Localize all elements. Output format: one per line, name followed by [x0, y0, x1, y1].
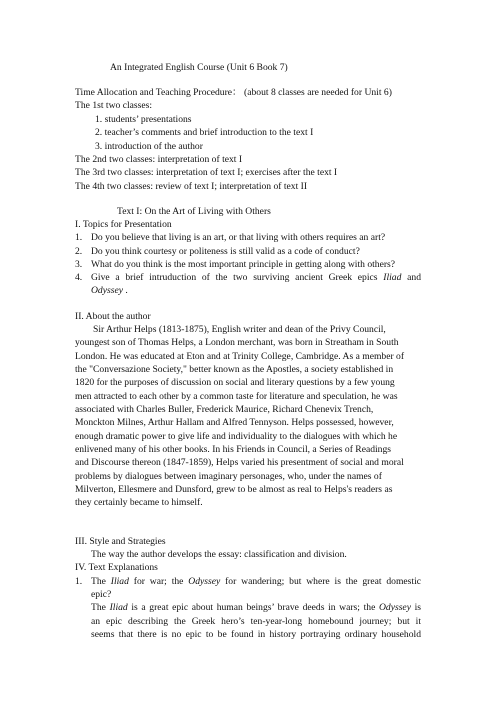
author-line: 1820 for the purposes of discussion on social and literary questions by a few young	[75, 377, 395, 388]
topic-number: 1.	[75, 232, 83, 243]
style-text: The way the author develops the essay: classification and division.	[91, 549, 347, 560]
author-line: enlivened many of his other books. In his Friends in Council, a Series of Readings	[75, 444, 392, 455]
author-line: Milverton, Ellesmere and Dunsford, grew to be almost as real to Helps's readers as	[75, 484, 393, 495]
explanation-question: The Iliad for war; the Odyssey for wandering; but where is the great domestic	[91, 576, 422, 587]
author-line: men attracted to each other by a common taste for literature and speculation, he was	[75, 391, 398, 402]
third-two-classes: The 3rd two classes: interpretation of text I; exercises after the text I	[75, 167, 338, 178]
procedure-item: 1. students’ presentations	[95, 114, 192, 125]
explanations-heading: IV. Text Explanations	[75, 562, 158, 573]
author-line: London. He was educated at Eton and at Trinity College, Cambridge. As a member of	[75, 351, 405, 362]
topic-text: Give a brief intruduction of the two surviving ancient Greek epics Iliad and	[91, 272, 422, 283]
explanation-number: 1.	[75, 576, 83, 587]
explanation-question-continued: epic?	[91, 589, 112, 600]
procedure-item: 2. teacher’s comments and brief introduction to the text I	[95, 127, 314, 138]
topics-heading: I. Topics for Presentation	[75, 219, 172, 230]
first-two-classes: The 1st two classes:	[75, 100, 153, 111]
author-line: youngest son of Thomas Helps, a London merchant, was born in Streatham in South	[75, 337, 399, 348]
topic-text: What do you think is the most important principle in getting along with others?	[91, 259, 396, 270]
fourth-two-classes: The 4th two classes: review of text I; interpretation of text II	[75, 181, 308, 192]
topic-text: Do you believe that living is an art, or that living with others requires an art?	[91, 232, 386, 243]
procedure-item: 3. introduction of the author	[95, 141, 203, 152]
topic-text: Do you think courtesy or politeness is still valid as a code of conduct?	[91, 246, 360, 257]
explanation-paragraph-line: seems that there is no epic to be found in history portraying ordinary household	[91, 629, 421, 640]
author-line: associated with Charles Buller, Frederick Maurice, Richard Chenevix Trench,	[75, 404, 374, 415]
author-line: problems by dialogues between imaginary personages, who, under the names of	[75, 471, 382, 482]
procedure-heading: Time Allocation and Teaching Procedure： (about 8 classes are needed for Unit 6)	[75, 87, 392, 98]
document-title: An Integrated English Course (Unit 6 Book 7)	[110, 62, 288, 73]
topic-text-continued: Odyssey .	[91, 285, 128, 296]
author-line: Sir Arthur Helps (1813-1875), English writer and dean of the Privy Council,	[93, 324, 386, 335]
explanation-paragraph-line: The Iliad is a great epic about human beings’ brave deeds in wars; the Odyssey is	[91, 602, 422, 613]
author-line: they certainly became to himself.	[75, 497, 203, 508]
topic-number: 2.	[75, 246, 83, 257]
author-line: the "Conversazione Society," better known as the Apostles, a society established in	[75, 364, 394, 375]
author-heading: II. About the author	[75, 311, 151, 322]
author-line: Monckton Milnes, Arthur Hallam and Alfred Tennyson. Helps possessed, however,	[75, 417, 394, 428]
topic-number: 3.	[75, 259, 83, 270]
explanation-paragraph-line: an epic describing the Greek hero’s ten-year-long homebound journey; but it	[91, 616, 421, 627]
text-title: Text I: On the Art of Living with Others	[117, 206, 271, 217]
author-line: enough dramatic power to give life and individuality to the dialogues with which he	[75, 431, 398, 442]
author-line: and Discourse thereon (1847-1859), Helps varied his presentment of social and moral	[75, 457, 404, 468]
second-two-classes: The 2nd two classes: interpretation of text I	[75, 154, 243, 165]
topic-number: 4.	[75, 272, 83, 283]
style-heading: III. Style and Strategies	[75, 536, 166, 547]
